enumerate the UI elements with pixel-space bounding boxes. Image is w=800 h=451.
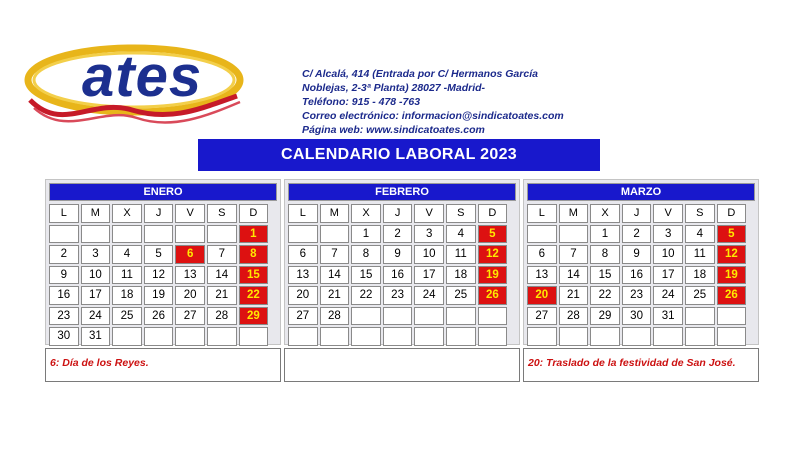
empty-day-cell [112, 327, 142, 346]
empty-day-cell [446, 327, 476, 346]
month-panel-febrero [284, 179, 520, 345]
empty-day-cell [112, 225, 142, 244]
day-cell: 23 [49, 307, 79, 326]
day-cell: 24 [81, 307, 111, 326]
empty-day-cell [590, 327, 620, 346]
day-cell: 31 [653, 307, 683, 326]
weekday-label: D [717, 204, 747, 223]
holiday-day-cell: 26 [717, 286, 747, 305]
holiday-day-cell: 19 [717, 266, 747, 285]
day-cell: 19 [144, 286, 174, 305]
empty-day-cell [81, 225, 111, 244]
holiday-day-cell: 20 [527, 286, 557, 305]
weekday-label: M [81, 204, 111, 223]
weekday-label: X [112, 204, 142, 223]
month-panel-enero [45, 179, 281, 345]
holiday-note-enero [45, 348, 281, 382]
day-cell: 7 [559, 245, 589, 264]
day-cell: 10 [81, 266, 111, 285]
day-cell: 20 [175, 286, 205, 305]
day-cell: 21 [320, 286, 350, 305]
month-header: FEBRERO [288, 183, 516, 201]
day-cell: 24 [414, 286, 444, 305]
weekday-label: M [320, 204, 350, 223]
contact-address-1: C/ Alcalá, 414 (Entrada por C/ Hermanos García [302, 68, 538, 80]
day-cell: 28 [320, 307, 350, 326]
holiday-day-cell: 29 [239, 307, 269, 326]
day-cell: 18 [446, 266, 476, 285]
empty-day-cell [414, 307, 444, 326]
weekday-label: L [527, 204, 557, 223]
empty-day-cell [239, 327, 269, 346]
page-title: CALENDARIO LABORAL 2023 [198, 139, 600, 171]
day-cell: 15 [351, 266, 381, 285]
day-cell: 12 [144, 266, 174, 285]
empty-day-cell [383, 327, 413, 346]
day-cell: 2 [622, 225, 652, 244]
empty-day-cell [414, 327, 444, 346]
empty-day-cell [320, 225, 350, 244]
day-cell: 16 [49, 286, 79, 305]
day-cell: 22 [590, 286, 620, 305]
day-cell: 14 [559, 266, 589, 285]
empty-day-cell [49, 225, 79, 244]
day-cell: 31 [81, 327, 111, 346]
weekday-label: S [446, 204, 476, 223]
day-cell: 6 [527, 245, 557, 264]
month-header: ENERO [49, 183, 277, 201]
day-grid [527, 204, 746, 346]
day-cell: 4 [446, 225, 476, 244]
day-cell: 9 [383, 245, 413, 264]
empty-day-cell [685, 307, 715, 326]
empty-day-cell [144, 225, 174, 244]
holiday-day-cell: 5 [478, 225, 508, 244]
holiday-day-cell: 15 [239, 266, 269, 285]
day-cell: 11 [112, 266, 142, 285]
empty-day-cell [478, 307, 508, 326]
day-cell: 25 [685, 286, 715, 305]
weekday-label: M [559, 204, 589, 223]
empty-day-cell [144, 327, 174, 346]
day-grid [288, 204, 507, 346]
day-cell: 10 [653, 245, 683, 264]
day-cell: 7 [207, 245, 237, 264]
day-cell: 21 [207, 286, 237, 305]
day-cell: 17 [414, 266, 444, 285]
day-cell: 14 [207, 266, 237, 285]
day-cell: 5 [144, 245, 174, 264]
day-cell: 24 [653, 286, 683, 305]
ates-logo [22, 38, 252, 138]
day-cell: 11 [685, 245, 715, 264]
holiday-day-cell: 1 [239, 225, 269, 244]
weekday-label: V [175, 204, 205, 223]
weekday-label: J [383, 204, 413, 223]
day-cell: 27 [527, 307, 557, 326]
holiday-day-cell: 6 [175, 245, 205, 264]
contact-email: Correo electrónico: informacion@sindicatoates.com [302, 110, 564, 122]
empty-day-cell [383, 307, 413, 326]
day-cell: 2 [49, 245, 79, 264]
empty-day-cell [288, 225, 318, 244]
day-cell: 18 [685, 266, 715, 285]
holiday-day-cell: 22 [239, 286, 269, 305]
day-cell: 30 [622, 307, 652, 326]
weekday-label: V [414, 204, 444, 223]
empty-day-cell [207, 327, 237, 346]
empty-day-cell [622, 327, 652, 346]
day-cell: 9 [49, 266, 79, 285]
day-cell: 23 [383, 286, 413, 305]
empty-day-cell [685, 327, 715, 346]
empty-day-cell [717, 307, 747, 326]
day-cell: 3 [81, 245, 111, 264]
empty-day-cell [653, 327, 683, 346]
contact-address-2: Noblejas, 2-3ª Planta) 28027 -Madrid- [302, 82, 486, 94]
empty-day-cell [175, 225, 205, 244]
day-cell: 6 [288, 245, 318, 264]
day-cell: 7 [320, 245, 350, 264]
empty-day-cell [478, 327, 508, 346]
day-cell: 25 [446, 286, 476, 305]
weekday-label: J [144, 204, 174, 223]
day-cell: 14 [320, 266, 350, 285]
empty-day-cell [175, 327, 205, 346]
weekday-label: V [653, 204, 683, 223]
empty-day-cell [351, 307, 381, 326]
day-cell: 1 [590, 225, 620, 244]
weekday-label: S [685, 204, 715, 223]
empty-day-cell [446, 307, 476, 326]
day-cell: 27 [288, 307, 318, 326]
day-cell: 27 [175, 307, 205, 326]
weekday-label: D [239, 204, 269, 223]
day-cell: 17 [81, 286, 111, 305]
weekday-label: J [622, 204, 652, 223]
day-cell: 29 [590, 307, 620, 326]
day-cell: 3 [653, 225, 683, 244]
day-cell: 4 [112, 245, 142, 264]
day-cell: 13 [288, 266, 318, 285]
day-cell: 30 [49, 327, 79, 346]
empty-day-cell [527, 225, 557, 244]
empty-day-cell [320, 327, 350, 346]
holiday-day-cell: 5 [717, 225, 747, 244]
holiday-note-text: 20: Traslado de la festividad de San José. [528, 357, 736, 369]
contact-info [302, 67, 564, 137]
day-cell: 10 [414, 245, 444, 264]
empty-day-cell [288, 327, 318, 346]
day-cell: 28 [559, 307, 589, 326]
day-cell: 17 [653, 266, 683, 285]
day-cell: 1 [351, 225, 381, 244]
empty-day-cell [559, 327, 589, 346]
day-cell: 26 [144, 307, 174, 326]
day-cell: 8 [590, 245, 620, 264]
contact-website: Página web: www.sindicatoates.com [302, 124, 485, 136]
month-header: MARZO [527, 183, 755, 201]
day-cell: 25 [112, 307, 142, 326]
day-cell: 16 [622, 266, 652, 285]
day-cell: 8 [351, 245, 381, 264]
weekday-label: D [478, 204, 508, 223]
month-panel-marzo [523, 179, 759, 345]
contact-phone: Teléfono: 915 - 478 -763 [302, 96, 421, 108]
holiday-day-cell: 26 [478, 286, 508, 305]
empty-day-cell [351, 327, 381, 346]
weekday-label: X [590, 204, 620, 223]
weekday-label: L [288, 204, 318, 223]
day-cell: 23 [622, 286, 652, 305]
day-cell: 21 [559, 286, 589, 305]
day-cell: 2 [383, 225, 413, 244]
holiday-note-marzo [523, 348, 759, 382]
day-grid [49, 204, 268, 346]
day-cell: 20 [288, 286, 318, 305]
day-cell: 13 [527, 266, 557, 285]
day-cell: 28 [207, 307, 237, 326]
empty-day-cell [717, 327, 747, 346]
day-cell: 13 [175, 266, 205, 285]
holiday-note-febrero [284, 348, 520, 382]
holiday-day-cell: 12 [717, 245, 747, 264]
weekday-label: L [49, 204, 79, 223]
empty-day-cell [527, 327, 557, 346]
weekday-label: X [351, 204, 381, 223]
holiday-day-cell: 8 [239, 245, 269, 264]
holiday-note-text: 6: Día de los Reyes. [50, 357, 149, 369]
day-cell: 22 [351, 286, 381, 305]
empty-day-cell [207, 225, 237, 244]
day-cell: 4 [685, 225, 715, 244]
day-cell: 15 [590, 266, 620, 285]
day-cell: 9 [622, 245, 652, 264]
weekday-label: S [207, 204, 237, 223]
day-cell: 18 [112, 286, 142, 305]
empty-day-cell [559, 225, 589, 244]
day-cell: 11 [446, 245, 476, 264]
holiday-day-cell: 12 [478, 245, 508, 264]
day-cell: 3 [414, 225, 444, 244]
day-cell: 16 [383, 266, 413, 285]
logo-wordmark: ates [82, 44, 203, 109]
holiday-day-cell: 19 [478, 266, 508, 285]
